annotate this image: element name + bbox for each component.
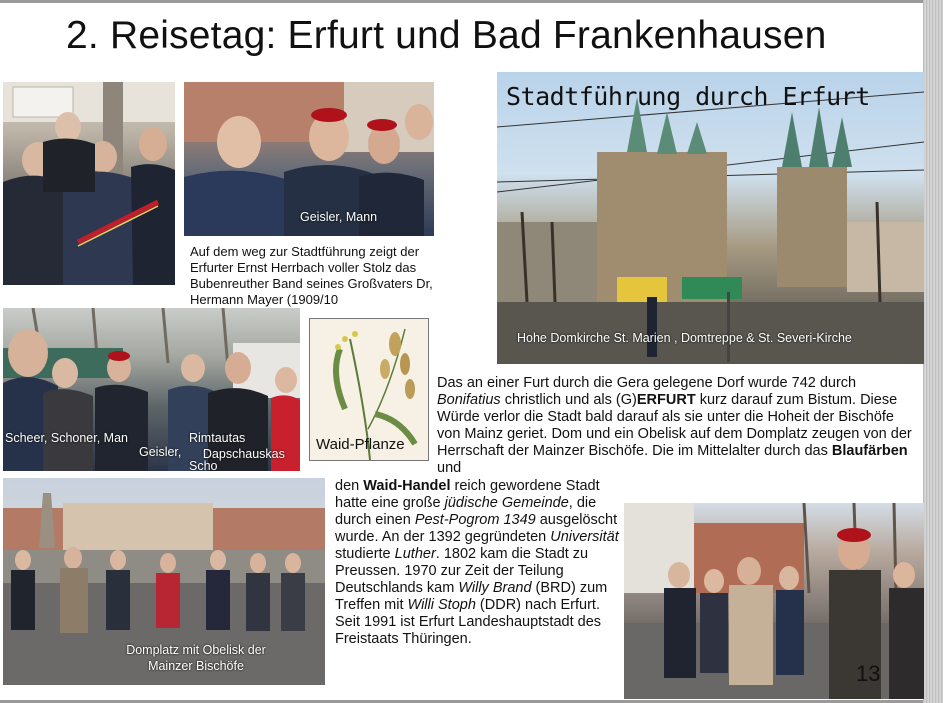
text-emphasis: Willi Stoph	[407, 597, 476, 613]
text-strong: ERFURT	[636, 392, 696, 408]
group-label-left: Scheer, Schoner, Man	[5, 431, 128, 445]
text-segment: den	[335, 478, 364, 494]
text-emphasis: Pest-Pogrom 1349	[414, 512, 536, 528]
text-segment: Das an einer Furt durch die Gera gelegene Dorf wurde 742 durch	[437, 375, 857, 391]
domplatz-caption: Domplatz mit Obelisk der Mainzer Bischöfe	[126, 643, 266, 673]
text-segment: ausgelöscht wurde. An der 1392 gegründeten	[335, 512, 618, 545]
photo-band-label: Geisler, Mann	[300, 210, 378, 224]
photo-band-illustration	[3, 82, 175, 285]
photo-domplatz	[3, 478, 325, 685]
article-text-part-2	[335, 478, 623, 648]
photo-erfurt-cathedral	[497, 72, 924, 364]
plant-caption: Waid-Pflanze	[316, 436, 405, 453]
text-segment: reich gewordene Stadt hatte eine große	[335, 478, 600, 511]
binder-edge	[923, 0, 943, 703]
photo-band-presentation	[3, 82, 175, 285]
text-segment: kurz darauf zum Bistum. Diese Würde verlor die Stadt bald darauf als sie unter die Hoheit der Bischöfe von Mainz geriet. Dom und ein Obelisk auf dem Domplatz zeugen von der Herrschaft der Mainzer Bischöfe. Die im Mittelalter durch das	[437, 392, 912, 459]
photo-group-names	[3, 308, 300, 471]
page-border-top	[0, 0, 923, 3]
plant-illustration	[309, 318, 429, 461]
text-emphasis: jüdische Gemeinde	[444, 495, 569, 511]
cathedral-illustration	[497, 72, 924, 364]
page-number: 13	[856, 661, 881, 686]
text-segment: , die durch einen	[335, 495, 597, 528]
text-segment: (BRD) zum Treffen mit	[335, 580, 608, 613]
photo-group-street	[184, 82, 434, 236]
text-segment: . 1802 kam die Stadt zu Preussen. 1970 zur Zeit der Teilung Deutschlands kam	[335, 546, 589, 596]
city-tour-heading: Stadtführung durch Erfurt	[506, 82, 870, 111]
text-emphasis: Universität	[550, 529, 619, 545]
text-emphasis: Bonifatius	[437, 392, 501, 408]
text-segment: (DDR) nach Erfurt. Seit 1991 ist Erfurt Landeshauptstadt des Freistaats Thüringen.	[335, 597, 602, 647]
text-segment: christlich und als (G)	[500, 392, 637, 408]
text-emphasis: Luther	[394, 546, 436, 562]
group-label-right: Rimtautas Dapschauskas	[189, 431, 285, 461]
cathedral-caption: Hohe Domkirche St. Marien , Domtreppe & St. Severi-Kirche	[517, 331, 852, 345]
group-label-mid: Geisler,	[139, 445, 182, 459]
group-label-bottom: Scho	[189, 459, 218, 471]
text-strong: Waid-Handel	[363, 478, 451, 494]
photo-band-caption: Auf dem weg zur Stadtführung zeigt der Erfurter Ernst Herrbach voller Stolz das Bubenreuther Band seines Großvaters Dr, Hermann Mayer (1909/10	[190, 244, 433, 307]
text-segment: studierte	[335, 546, 395, 562]
text-strong: Blaufärben	[831, 443, 908, 459]
page-title: 2. Reisetag: Erfurt und Bad Frankenhausen	[66, 14, 827, 57]
text-segment: und	[437, 460, 462, 476]
text-emphasis: Willy Brand	[458, 580, 532, 596]
article-text-part-1	[437, 375, 912, 477]
